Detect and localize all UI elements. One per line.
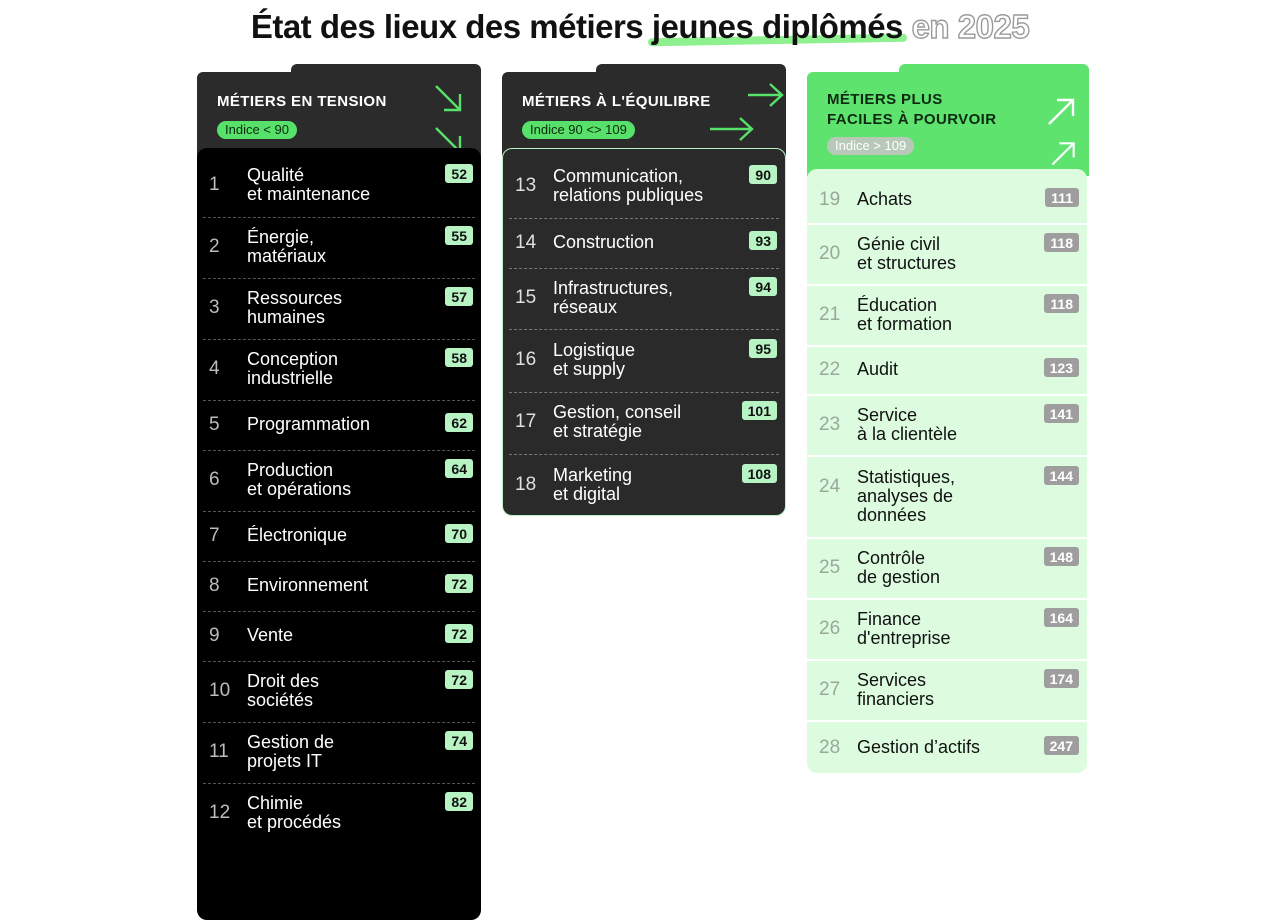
arrow-up-right-icon [1043, 94, 1079, 130]
index-badge: 141 [1044, 404, 1079, 423]
column-heading: MÉTIERS EN TENSION [217, 93, 387, 110]
job-label: Achats [857, 189, 913, 209]
job-label: Infrastructures, réseaux [553, 278, 674, 317]
index-badge: 55 [445, 226, 473, 245]
rank-number: 8 [209, 575, 220, 596]
rank-number: 26 [819, 618, 841, 639]
index-badge: 94 [749, 277, 777, 296]
rank-number: 11 [209, 741, 229, 762]
rank-number: 24 [819, 476, 841, 497]
ranking-list [807, 169, 1087, 773]
page-title [0, 8, 1280, 46]
list-item [197, 784, 481, 846]
rank-number: 3 [209, 297, 220, 318]
column-header [807, 72, 1089, 176]
rank-number: 18 [515, 474, 537, 495]
rank-number: 9 [209, 625, 220, 646]
list-item [503, 393, 785, 455]
job-label: Production et opérations [247, 460, 352, 499]
job-label: Communication, relations publiques [553, 166, 704, 205]
job-label: Génie civil et structures [857, 234, 957, 273]
job-label: Gestion de projets IT [247, 732, 335, 771]
job-label: Environnement [247, 575, 369, 595]
rank-number: 2 [209, 236, 220, 257]
index-badge: 82 [445, 792, 473, 811]
job-label: Marketing et digital [553, 465, 633, 504]
list-item [197, 512, 481, 562]
rank-number: 17 [515, 411, 537, 432]
rank-number: 4 [209, 358, 220, 379]
job-label: Audit [857, 359, 899, 379]
index-badge: 70 [445, 524, 473, 543]
ranking-list [197, 148, 481, 920]
index-badge: 62 [445, 413, 473, 432]
job-label: Statistiques, analyses de données [857, 467, 956, 525]
arrow-up-right-icon [1047, 138, 1079, 170]
title-year: 2025 [957, 8, 1030, 45]
job-label: Finance d'entreprise [857, 609, 951, 648]
index-badge: 95 [749, 339, 777, 358]
index-badge: 144 [1044, 466, 1079, 485]
job-label: Construction [553, 232, 655, 252]
list-item [807, 600, 1087, 661]
job-label: Ressources humaines [247, 288, 343, 327]
job-label: Programmation [247, 414, 371, 434]
rank-number: 12 [209, 802, 231, 823]
job-label: Éducation et formation [857, 295, 953, 334]
list-item [197, 612, 481, 662]
list-item [503, 269, 785, 330]
rank-number: 20 [819, 243, 841, 264]
column-heading: MÉTIERS À L'ÉQUILIBRE [522, 93, 711, 110]
rank-number: 23 [819, 414, 841, 435]
index-badge: 72 [445, 624, 473, 643]
list-item [197, 340, 481, 401]
column-heading: MÉTIERS PLUS FACILES À POURVOIR [827, 91, 997, 128]
list-item [807, 177, 1087, 225]
index-badge: 118 [1044, 294, 1079, 313]
title-en: en [902, 8, 958, 45]
index-badge: 72 [445, 670, 473, 689]
job-label: Chimie et procédés [247, 793, 342, 832]
index-badge: 93 [749, 231, 777, 250]
title-highlight: jeunes diplômés [651, 8, 903, 45]
index-badge: 148 [1044, 547, 1079, 566]
job-label: Conception industrielle [247, 349, 339, 388]
list-item [807, 225, 1087, 286]
index-badge: 174 [1044, 669, 1079, 688]
arrow-right-icon [708, 114, 756, 144]
arrow-down-right-icon [430, 80, 466, 116]
list-item [197, 662, 481, 723]
list-item [807, 286, 1087, 347]
rank-number: 22 [819, 359, 841, 380]
list-item [503, 455, 785, 519]
index-badge: 74 [445, 731, 473, 750]
rank-number: 6 [209, 469, 220, 490]
list-item [197, 218, 481, 279]
list-item [503, 157, 785, 219]
job-label: Service à la clientèle [857, 405, 958, 444]
list-item [807, 661, 1087, 722]
rank-number: 19 [819, 189, 841, 210]
list-item [197, 451, 481, 512]
job-label: Logistique et supply [553, 340, 636, 379]
title-text: État des lieux des métiers [250, 8, 652, 45]
index-badge: 57 [445, 287, 473, 306]
index-badge: 164 [1044, 608, 1079, 627]
index-badge: 64 [445, 459, 473, 478]
list-item [197, 562, 481, 612]
index-badge: 118 [1044, 233, 1079, 252]
index-badge: 90 [749, 165, 777, 184]
index-badge: 123 [1044, 358, 1079, 377]
index-badge: 101 [742, 401, 777, 420]
job-label: Droit des sociétés [247, 671, 320, 710]
index-pill: Indice < 90 [217, 121, 297, 139]
job-label: Qualité et maintenance [247, 165, 371, 204]
ranking-list [502, 148, 786, 516]
index-pill: Indice 90 <> 109 [522, 121, 635, 139]
index-pill: Indice > 109 [827, 137, 914, 155]
list-item [197, 401, 481, 451]
index-badge: 72 [445, 574, 473, 593]
rank-number: 7 [209, 525, 220, 546]
list-item [197, 279, 481, 340]
index-badge: 108 [742, 464, 777, 483]
list-item [503, 330, 785, 393]
list-item [807, 396, 1087, 457]
list-item [503, 219, 785, 269]
list-item [197, 156, 481, 218]
list-item [807, 347, 1087, 396]
job-label: Services financiers [857, 670, 935, 709]
list-item [807, 539, 1087, 600]
rank-number: 5 [209, 414, 220, 435]
job-label: Énergie, matériaux [247, 227, 327, 266]
rank-number: 27 [819, 679, 841, 700]
rank-number: 28 [819, 737, 841, 758]
rank-number: 14 [515, 232, 537, 253]
job-label: Gestion, conseil et stratégie [553, 402, 682, 441]
index-badge: 58 [445, 348, 473, 367]
rank-number: 10 [209, 680, 231, 701]
index-badge: 52 [445, 164, 473, 183]
rank-number: 1 [209, 174, 220, 195]
index-badge: 111 [1045, 188, 1079, 207]
list-item [197, 723, 481, 784]
rank-number: 15 [515, 287, 537, 308]
job-label: Contrôle de gestion [857, 548, 941, 587]
index-badge: 247 [1044, 736, 1079, 755]
list-item [807, 722, 1087, 777]
rank-number: 25 [819, 557, 841, 578]
job-label: Gestion d’actifs [857, 737, 981, 757]
rank-number: 16 [515, 349, 537, 370]
arrow-right-icon [746, 80, 786, 110]
rank-number: 13 [515, 175, 537, 196]
job-label: Électronique [247, 525, 348, 545]
list-item [807, 457, 1087, 539]
rank-number: 21 [819, 304, 841, 325]
job-label: Vente [247, 625, 294, 645]
